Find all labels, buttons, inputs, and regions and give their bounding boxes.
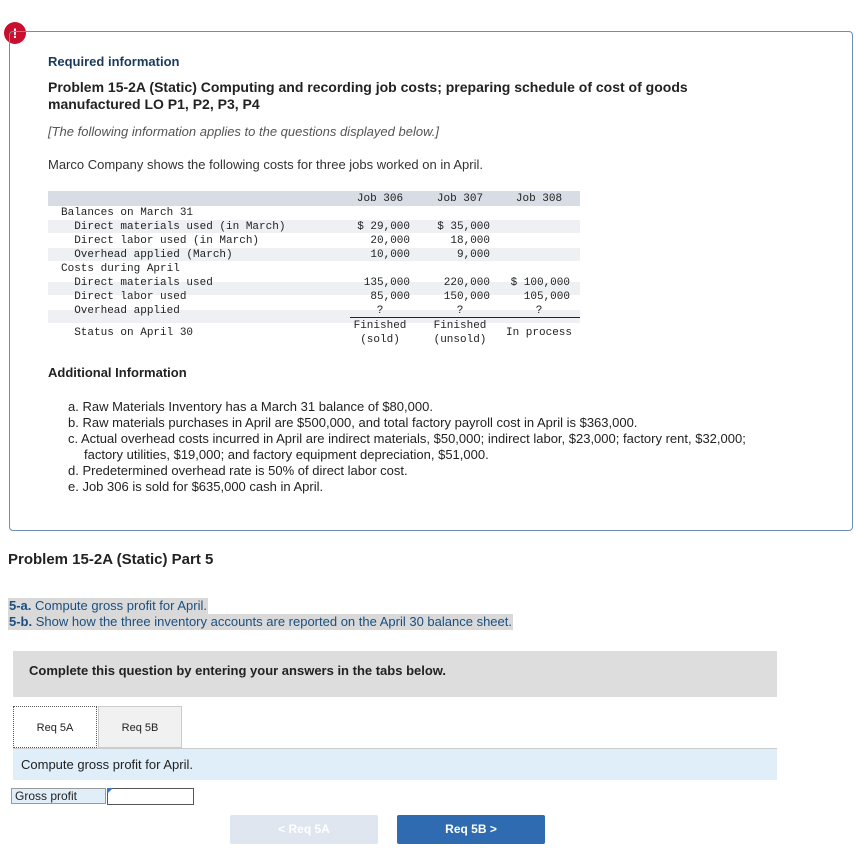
list-item: d. Predetermined overhead rate is 50% of direct labor cost.	[68, 463, 408, 478]
tab-req-5a[interactable]: Req 5A	[13, 706, 97, 748]
status-job306-line1: Finished	[353, 320, 407, 332]
cell-job306: 20,000	[370, 235, 410, 247]
cell-job308: 105,000	[523, 291, 570, 303]
applies-note: [The following information applies to the questions displayed below.]	[48, 124, 439, 139]
list-item: a. Raw Materials Inventory has a March 31 balance of $80,000.	[68, 399, 433, 414]
row-label: Overhead applied	[61, 305, 180, 317]
row-label: Direct labor used	[61, 291, 187, 303]
cell-job307: 9,000	[456, 249, 490, 261]
question-tag: 5-b.	[9, 614, 33, 629]
required-information-heading: Required information	[48, 54, 180, 69]
status-label: Status on April 30	[61, 327, 194, 339]
status-job308: In process	[505, 327, 572, 339]
col-header-job-307: Job 307	[436, 193, 484, 205]
cell-job307: ?	[456, 305, 464, 317]
cell-job306: 10,000	[370, 249, 410, 261]
col-header-job-308: Job 308	[515, 193, 563, 205]
gross-profit-input[interactable]	[107, 788, 194, 805]
next-req-5b-button[interactable]: Req 5B >	[397, 815, 545, 844]
status-job307-line1: Finished	[433, 320, 487, 332]
row-label: Costs during April	[61, 263, 180, 275]
part-title: Problem 15-2A (Static) Part 5	[8, 551, 214, 568]
cell-job306: 85,000	[370, 291, 410, 303]
problem-title: Problem 15-2A (Static) Computing and recording job costs; preparing schedule of cost of goods manufactured LO P1, P2, P3, P4	[48, 79, 688, 112]
cell-job307: 220,000	[443, 277, 490, 289]
list-item: b. Raw materials purchases in April are $500,000, and total factory payroll cost in April is $363,000.	[68, 415, 638, 430]
cell-job307: $ 35,000	[437, 221, 490, 233]
cell-job306: ?	[376, 305, 384, 317]
status-job307-line2: (unsold)	[433, 334, 487, 346]
status-job306-line2: (sold)	[360, 334, 400, 346]
row-label: Direct materials used (in March)	[61, 221, 286, 233]
question-5b	[8, 614, 513, 630]
cell-job308: $ 100,000	[510, 277, 570, 289]
gross-profit-label: Gross profit	[11, 788, 106, 804]
list-item: c. Actual overhead costs incurred in April are indirect materials, $50,000; indirect labor, $23,000; factory rent, $32,000; factory utilities, $19,000; and factory equipment depreciation, $51,000.	[68, 431, 746, 462]
alert-icon: !	[4, 22, 26, 44]
additional-info-list	[68, 399, 788, 495]
row-label: Direct materials used	[61, 277, 213, 289]
total-underline	[350, 317, 580, 318]
list-item: e. Job 306 is sold for $635,000 cash in April.	[68, 479, 324, 494]
row-label: Overhead applied (March)	[61, 249, 233, 261]
question-tag: 5-a.	[9, 598, 32, 613]
question-5a	[8, 598, 208, 614]
row-label: Direct labor used (in March)	[61, 235, 260, 247]
tab-prompt: Compute gross profit for April.	[13, 749, 777, 780]
question-text: Show how the three inventory accounts are reported on the April 30 balance sheet.	[32, 614, 512, 629]
intro-text: Marco Company shows the following costs for three jobs worked on in April.	[48, 157, 483, 172]
cell-job307: 18,000	[450, 235, 490, 247]
tab-req-5b[interactable]: Req 5B	[98, 706, 182, 748]
job-costs-table	[48, 191, 580, 351]
col-header-job-306: Job 306	[356, 193, 404, 205]
cell-job308: ?	[535, 305, 543, 317]
cell-job306: $ 29,000	[357, 221, 410, 233]
question-text: Compute gross profit for April.	[31, 598, 207, 613]
prev-req-5a-button[interactable]: < Req 5A	[230, 815, 378, 844]
cell-job306: 135,000	[363, 277, 410, 289]
row-label: Balances on March 31	[61, 207, 194, 219]
complete-instructions: Complete this question by entering your answers in the tabs below.	[13, 651, 777, 697]
additional-info-heading: Additional Information	[48, 365, 187, 380]
input-flag-icon	[107, 788, 113, 794]
cell-job307: 150,000	[443, 291, 490, 303]
